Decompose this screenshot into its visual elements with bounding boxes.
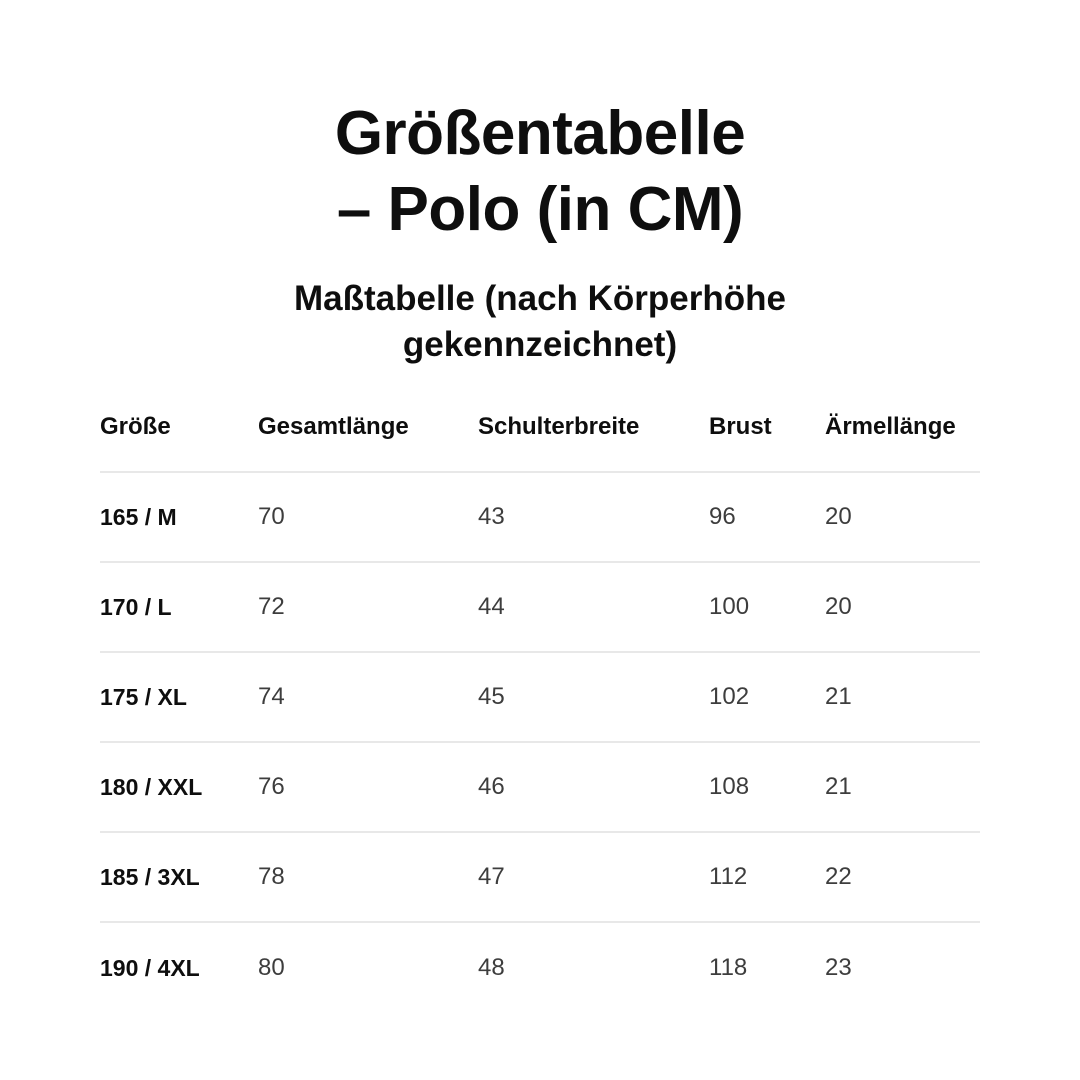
page-title-line2: – Polo (in CM) bbox=[336, 175, 744, 244]
schulterbreite-value: 47 bbox=[478, 863, 505, 890]
table-row bbox=[100, 743, 980, 833]
gesamtlaenge-value: 72 bbox=[258, 593, 285, 620]
schulterbreite-value: 45 bbox=[478, 683, 505, 710]
table-row bbox=[100, 923, 980, 1013]
aermellaenge-value: 23 bbox=[825, 954, 852, 981]
table-row bbox=[100, 563, 980, 653]
aermellaenge-value: 20 bbox=[825, 503, 852, 530]
size-label: 185 / 3XL bbox=[100, 863, 200, 890]
aermellaenge-value: 21 bbox=[825, 683, 852, 710]
page-title bbox=[0, 96, 1080, 248]
page-subtitle bbox=[0, 276, 1080, 368]
column-header-schulterbreite: Schulterbreite bbox=[478, 413, 640, 440]
column-header-groesse: Größe bbox=[100, 413, 171, 440]
brust-value: 100 bbox=[709, 593, 750, 620]
table-header-row bbox=[100, 414, 980, 473]
table-row bbox=[100, 653, 980, 743]
gesamtlaenge-value: 70 bbox=[258, 503, 285, 530]
brust-value: 108 bbox=[709, 773, 750, 800]
page-subtitle-line1: Maßtabelle (nach Körperhöhe bbox=[293, 279, 787, 318]
aermellaenge-value: 22 bbox=[825, 863, 852, 890]
schulterbreite-value: 43 bbox=[478, 503, 505, 530]
schulterbreite-value: 48 bbox=[478, 954, 505, 981]
size-table bbox=[100, 414, 980, 1013]
column-header-brust: Brust bbox=[709, 413, 772, 440]
size-label: 175 / XL bbox=[100, 683, 187, 710]
brust-value: 102 bbox=[709, 683, 750, 710]
gesamtlaenge-value: 76 bbox=[258, 773, 285, 800]
page-subtitle-line2: gekennzeichnet) bbox=[402, 325, 678, 364]
gesamtlaenge-value: 78 bbox=[258, 863, 285, 890]
size-label: 190 / 4XL bbox=[100, 954, 200, 981]
table-row bbox=[100, 833, 980, 923]
brust-value: 118 bbox=[709, 954, 748, 981]
size-label: 170 / L bbox=[100, 593, 172, 620]
gesamtlaenge-value: 80 bbox=[258, 954, 285, 981]
column-header-aermellaenge: Ärmellänge bbox=[825, 413, 956, 440]
column-header-gesamtlaenge: Gesamtlänge bbox=[258, 413, 409, 440]
brust-value: 112 bbox=[709, 863, 748, 890]
brust-value: 96 bbox=[709, 503, 736, 530]
schulterbreite-value: 44 bbox=[478, 593, 505, 620]
size-label: 180 / XXL bbox=[100, 773, 203, 800]
size-label: 165 / M bbox=[100, 503, 177, 530]
schulterbreite-value: 46 bbox=[478, 773, 505, 800]
table-row bbox=[100, 473, 980, 563]
aermellaenge-value: 21 bbox=[825, 773, 852, 800]
gesamtlaenge-value: 74 bbox=[258, 683, 285, 710]
page-title-line1: Größentabelle bbox=[334, 99, 746, 168]
aermellaenge-value: 20 bbox=[825, 593, 852, 620]
